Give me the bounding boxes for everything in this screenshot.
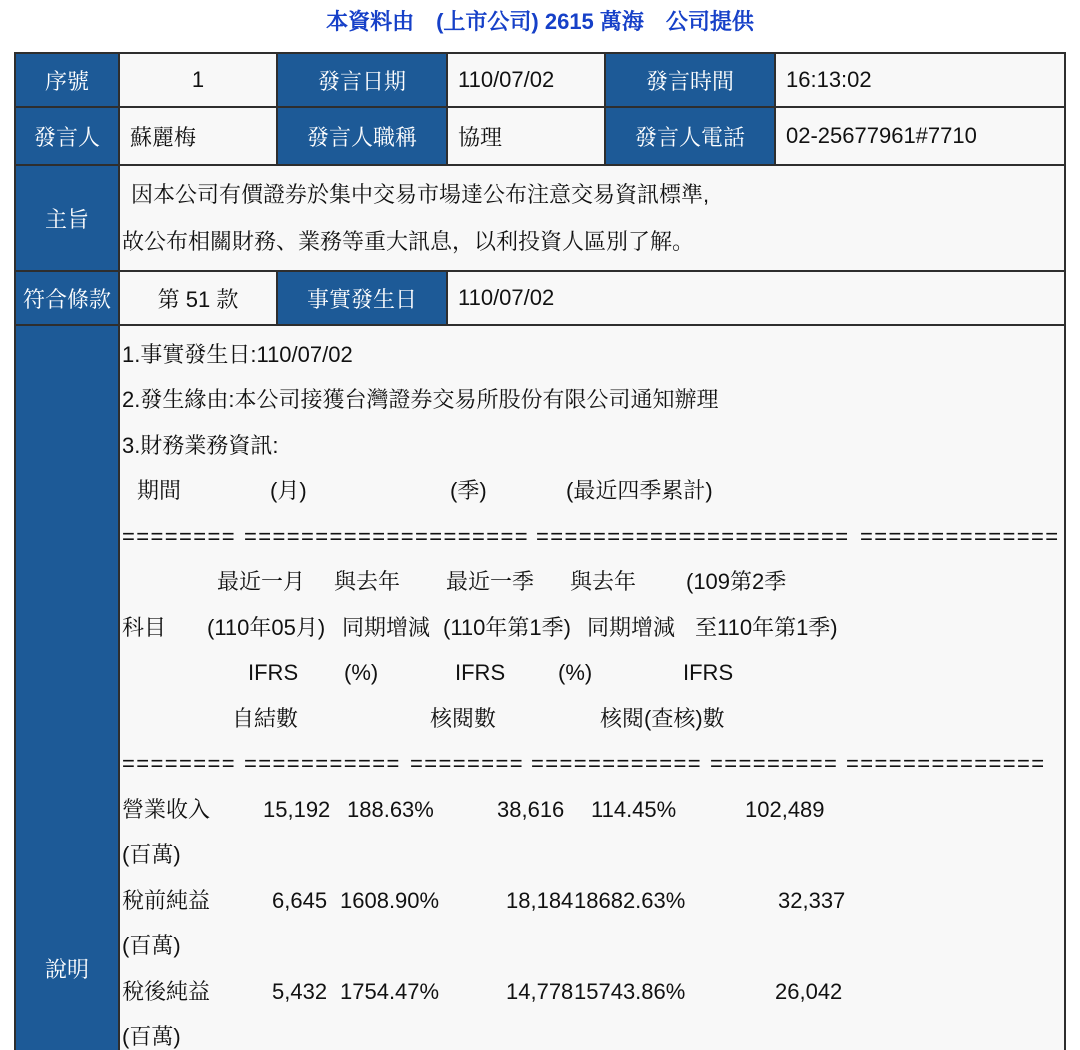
column-header: IFRS (683, 660, 734, 686)
column-header: (109第2季 (686, 569, 787, 595)
row-item-label: 稅前純益 (122, 887, 211, 913)
column-header: 科目 (122, 614, 167, 640)
separator: ============== (846, 751, 1046, 777)
column-header: 與去年 (570, 569, 637, 595)
table-cell: 1608.90% (340, 887, 440, 913)
speaker-title-label: 發言人職稱 (278, 108, 446, 164)
table-cell: 32,337 (778, 887, 846, 913)
table-cell: 188.63% (347, 796, 434, 822)
row-unit: (百萬) (122, 1024, 181, 1050)
column-header: (110年第1季) (443, 614, 571, 640)
subject-line: 因本公司有價證券於集中交易市場達公布注意交易資訊標準, (131, 182, 710, 207)
period-trailing-label: (最近四季累計) (566, 478, 713, 504)
speaker-label: 發言人 (16, 108, 118, 164)
table-cell: 26,042 (775, 978, 843, 1004)
serial-label: 序號 (16, 54, 118, 106)
period-label: 期間 (137, 478, 182, 504)
table-cell: 1754.47% (340, 978, 440, 1004)
separator: ============ (531, 751, 702, 777)
column-header: 核閱數 (430, 705, 497, 731)
page-title: 本資料由 (上市公司) 2615 萬海 公司提供 (326, 9, 754, 34)
separator: ========= (710, 751, 839, 777)
subject-line: 故公布相關財務、業務等重大訊息，以利投資人區別了解。 (122, 229, 695, 254)
separator: ============== (860, 523, 1060, 549)
period-row (122, 468, 1064, 513)
table-cell: 6,645 (272, 887, 328, 913)
description-line: 3.財務業務資訊: (122, 432, 279, 458)
column-header: 核閱(查核)數 (600, 705, 725, 731)
table-cell: 114.45% (591, 796, 677, 822)
announcement-table (14, 52, 1066, 1050)
separator-row-bottom (122, 741, 1064, 786)
column-header: (%) (344, 660, 379, 686)
column-header: (%) (558, 660, 593, 686)
column-header: (110年05月) (207, 614, 326, 640)
fact-date-label: 事實發生日 (278, 272, 446, 324)
time-value: 16:13:02 (776, 54, 1064, 106)
separator: ======== (122, 523, 236, 549)
row-item-label: 稅後純益 (122, 978, 211, 1004)
separator: ======== (122, 751, 236, 777)
phone-label: 發言人電話 (606, 108, 774, 164)
row-unit: (百萬) (122, 842, 181, 868)
column-header: 同期增減 (587, 614, 676, 640)
column-header: 與去年 (334, 569, 401, 595)
column-header-row (122, 605, 1064, 650)
column-header: 最近一月 (217, 569, 306, 595)
subject-body (120, 166, 1064, 270)
column-header: 最近一季 (446, 569, 535, 595)
column-header: 至110年第1季) (695, 614, 838, 640)
fact-date-value: 110/07/02 (448, 272, 1064, 324)
table-cell: 15,192 (263, 796, 331, 822)
column-header-row (122, 650, 1064, 695)
period-month-label: (月) (270, 478, 307, 504)
table-cell: 14,778 (506, 978, 574, 1004)
separator: =========== (244, 751, 401, 777)
row-unit: (百萬) (122, 933, 181, 959)
serial-value: 1 (120, 54, 276, 106)
row-item-label: 營業收入 (122, 796, 211, 822)
column-header: IFRS (455, 660, 506, 686)
table-row (122, 969, 1064, 1014)
date-value: 110/07/02 (448, 54, 604, 106)
description-body (120, 326, 1064, 1050)
table-cell: 15743.86% (574, 978, 686, 1004)
description-line: 2.發生緣由:本公司接獲台灣證券交易所股份有限公司通知辦理 (122, 387, 719, 413)
speaker-title-value: 協理 (448, 108, 604, 164)
column-header: IFRS (248, 660, 299, 686)
separator: ======== (410, 751, 524, 777)
date-label: 發言日期 (278, 54, 446, 106)
separator: ====================== (536, 523, 850, 549)
column-header-row (122, 559, 1064, 604)
clause-label: 符合條款 (16, 272, 118, 324)
table-cell: 38,616 (497, 796, 565, 822)
speaker-value: 蘇麗梅 (120, 108, 276, 164)
description-line: 1.事實發生日:110/07/02 (122, 342, 353, 367)
separator-row-top (122, 514, 1064, 559)
table-cell: 102,489 (745, 796, 825, 822)
table-cell: 18682.63% (574, 887, 686, 913)
table-row (122, 787, 1064, 832)
separator: ==================== (244, 523, 529, 549)
table-cell: 5,432 (272, 978, 328, 1004)
period-quarter-label: (季) (450, 478, 487, 504)
time-label: 發言時間 (606, 54, 774, 106)
column-header: 自結數 (232, 705, 299, 731)
subject-label: 主旨 (16, 166, 118, 270)
phone-value: 02-25677961#7710 (776, 108, 1064, 164)
table-row (122, 878, 1064, 923)
clause-value: 第 51 款 (120, 272, 276, 324)
description-label: 說明 (16, 326, 118, 1050)
table-cell: 18,184 (506, 887, 574, 913)
column-header-row (122, 696, 1064, 741)
column-header: 同期增減 (342, 614, 431, 640)
